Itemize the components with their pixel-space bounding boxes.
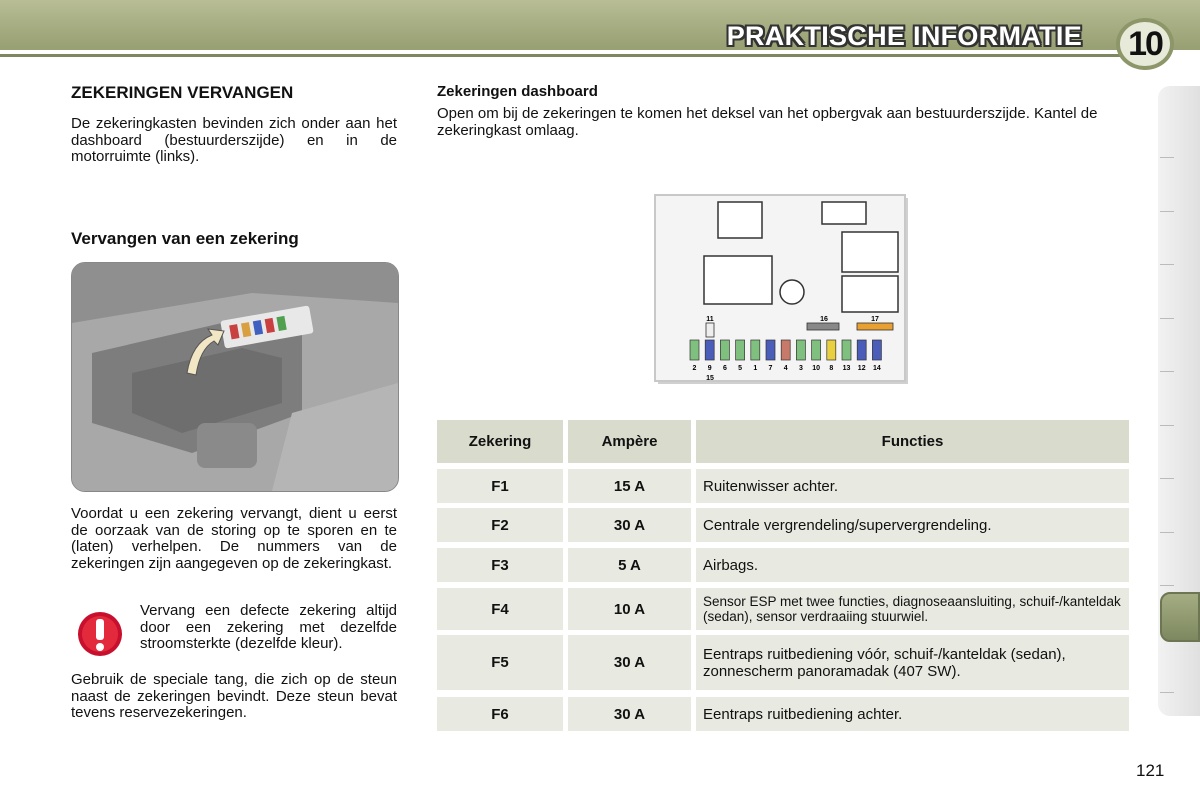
fuse-number: 13 xyxy=(842,365,851,372)
row-fuse: F2 xyxy=(437,508,563,542)
fuse-slot xyxy=(690,340,699,360)
subsection-heading: Vervangen van een zekering xyxy=(71,229,299,248)
page-title: PRAKTISCHE INFORMATIE xyxy=(726,21,1082,51)
fuse-number: 7 xyxy=(768,365,773,372)
fuse-slot xyxy=(857,340,866,360)
fuse-slot xyxy=(812,340,821,360)
row-amp: 30 A xyxy=(568,697,691,731)
tab-divider xyxy=(1160,264,1174,265)
row-amp: 30 A xyxy=(568,635,691,690)
diagram-label: 17 xyxy=(871,316,879,323)
fuse-number: 14 xyxy=(873,365,881,372)
fuse-slot xyxy=(720,340,729,360)
fuse-slot xyxy=(796,340,805,360)
tab-divider xyxy=(1160,425,1174,426)
row-amp: 5 A xyxy=(568,548,691,582)
fuse-slot xyxy=(766,340,775,360)
fuse-box-photo xyxy=(71,262,399,492)
row-amp: 15 A xyxy=(568,469,691,503)
header-white-strip xyxy=(0,50,1200,70)
section-heading: ZEKERINGEN VERVANGEN xyxy=(71,83,294,102)
active-chapter-tab[interactable] xyxy=(1160,592,1200,642)
fuse-slot xyxy=(827,340,836,360)
row-fuse: F5 xyxy=(437,635,563,690)
tab-divider xyxy=(1160,532,1174,533)
fuse-slot xyxy=(842,340,851,360)
fuse-number: 5 xyxy=(738,365,743,372)
row-function: Ruitenwisser achter. xyxy=(696,469,1129,503)
row-fuse: F6 xyxy=(437,697,563,731)
diagram-label: 16 xyxy=(820,316,828,323)
row-function: Eentraps ruitbediening vóór, schuif-/kanteldak (sedan), zonnescherm panoramadak (407 SW). xyxy=(696,635,1129,690)
dashboard-fuses-text: Open om bij de zekeringen te komen het deksel van het opbergvak aan bestuurderszijde. Kantel de zekeringkast omlaag. xyxy=(437,105,1098,139)
row-fuse: F3 xyxy=(437,548,563,582)
row-amp: 30 A xyxy=(568,508,691,542)
diagram-label: 15 xyxy=(706,375,714,382)
fuse-number: 10 xyxy=(812,365,820,372)
header-functions: Functies xyxy=(696,420,1129,463)
fuse-slot xyxy=(872,340,881,360)
tab-divider xyxy=(1160,692,1174,693)
header-amp: Ampère xyxy=(568,420,691,463)
fuse-slot xyxy=(736,340,745,360)
tab-divider xyxy=(1160,211,1174,212)
fuse-number: 3 xyxy=(798,365,803,372)
fuse-number: 2 xyxy=(692,365,697,372)
tab-divider xyxy=(1160,478,1174,479)
row-function: Sensor ESP met twee functies, diagnoseaansluiting, schuif-/kanteldak (sedan), sensor verdraaiing stuurwiel. xyxy=(696,588,1129,630)
fuse-box-diagram xyxy=(650,190,910,390)
chapter-badge: 10 xyxy=(1116,18,1174,70)
tab-divider xyxy=(1160,318,1174,319)
fuse-number: 6 xyxy=(722,365,727,372)
fuse-slot xyxy=(751,340,760,360)
fuse-number: 1 xyxy=(753,365,758,372)
row-fuse: F1 xyxy=(437,469,563,503)
row-fuse: F4 xyxy=(437,588,563,630)
tab-divider xyxy=(1160,157,1174,158)
fuse-number: 9 xyxy=(707,365,712,372)
fuse-slot xyxy=(781,340,790,360)
intro-paragraph: De zekeringkasten bevinden zich onder aan het dashboard (bestuurderszijde) en in de motorruimte (links). xyxy=(71,115,397,165)
page-number: 121 xyxy=(1136,761,1165,780)
warning-text: Vervang een defecte zekering altijd door een zekering met dezelfde stroomsterkte (dezelfde kleur). xyxy=(140,602,397,652)
fuse-number: 12 xyxy=(857,365,866,372)
header-rule xyxy=(0,54,1130,57)
row-function: Eentraps ruitbediening achter. xyxy=(696,697,1129,731)
tool-paragraph: Gebruik de speciale tang, die zich op de steun naast de zekeringen bevindt. Deze steun bevat tevens reservezekeringen. xyxy=(71,671,397,721)
row-amp: 10 A xyxy=(568,588,691,630)
fuse-number: 4 xyxy=(783,365,788,372)
dashboard-fuses-heading: Zekeringen dashboard xyxy=(437,83,598,100)
tab-divider xyxy=(1160,585,1174,586)
warning-icon xyxy=(74,610,126,658)
diagram-label: 11 xyxy=(706,316,714,323)
tab-divider xyxy=(1160,371,1174,372)
row-function: Centrale vergrendeling/supervergrendeling. xyxy=(696,508,1129,542)
fuse-number: 8 xyxy=(829,365,834,372)
row-function: Airbags. xyxy=(696,548,1129,582)
instruction-paragraph: Voordat u een zekering vervangt, dient u eerst de oorzaak van de storing op te sporen en te (laten) verhelpen. De nummers van de zekeringen zijn aangegeven op de zekeringkast. xyxy=(71,505,397,572)
fuse-slot xyxy=(705,340,714,360)
header-fuse: Zekering xyxy=(437,420,563,463)
